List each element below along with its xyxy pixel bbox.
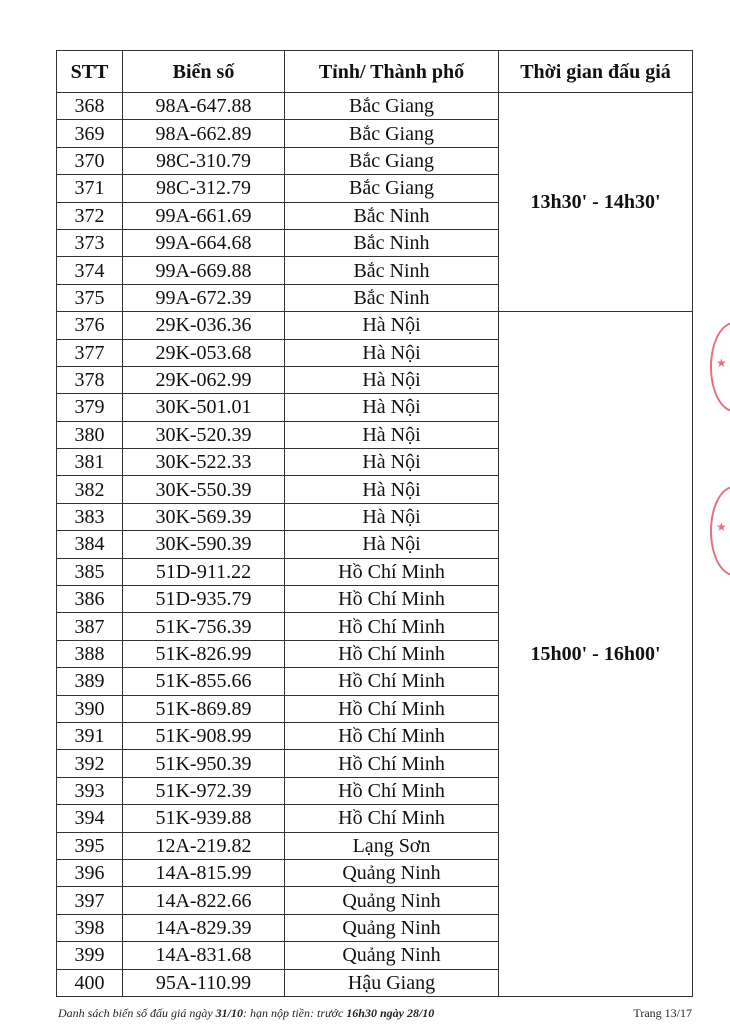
cell-province: Hồ Chí Minh xyxy=(285,558,499,585)
table-body xyxy=(57,93,693,997)
cell-stt: 380 xyxy=(57,421,123,448)
cell-province: Hồ Chí Minh xyxy=(285,695,499,722)
cell-plate: 30K-520.39 xyxy=(123,421,285,448)
cell-province: Hà Nội xyxy=(285,476,499,503)
cell-province: Bắc Giang xyxy=(285,175,499,202)
cell-province: Hồ Chí Minh xyxy=(285,805,499,832)
footer-middle: : hạn nộp tiền: trước xyxy=(243,1006,347,1020)
cell-province: Quảng Ninh xyxy=(285,887,499,914)
cell-province: Hà Nội xyxy=(285,312,499,339)
table-row xyxy=(57,93,693,120)
cell-plate: 51K-939.88 xyxy=(123,805,285,832)
cell-province: Hà Nội xyxy=(285,531,499,558)
cell-plate: 99A-669.88 xyxy=(123,257,285,284)
cell-stt: 377 xyxy=(57,339,123,366)
cell-plate: 14A-822.66 xyxy=(123,887,285,914)
cell-stt: 371 xyxy=(57,175,123,202)
header-stt: STT xyxy=(57,51,123,93)
cell-stt: 379 xyxy=(57,394,123,421)
cell-stt: 394 xyxy=(57,805,123,832)
cell-province: Quảng Ninh xyxy=(285,914,499,941)
cell-plate: 98A-647.88 xyxy=(123,93,285,120)
cell-plate: 12A-219.82 xyxy=(123,832,285,859)
cell-province: Hồ Chí Minh xyxy=(285,668,499,695)
table-header-row xyxy=(57,51,693,93)
cell-stt: 388 xyxy=(57,640,123,667)
cell-plate: 29K-062.99 xyxy=(123,366,285,393)
cell-stt: 382 xyxy=(57,476,123,503)
cell-stt: 378 xyxy=(57,366,123,393)
cell-plate: 98C-312.79 xyxy=(123,175,285,202)
cell-province: Bắc Ninh xyxy=(285,202,499,229)
cell-plate: 99A-661.69 xyxy=(123,202,285,229)
cell-auction-time: 13h30' - 14h30' xyxy=(499,93,693,312)
cell-province: Hồ Chí Minh xyxy=(285,640,499,667)
cell-province: Hậu Giang xyxy=(285,969,499,996)
cell-plate: 30K-550.39 xyxy=(123,476,285,503)
cell-plate: 51K-950.39 xyxy=(123,750,285,777)
cell-plate: 95A-110.99 xyxy=(123,969,285,996)
cell-plate: 29K-053.68 xyxy=(123,339,285,366)
cell-stt: 398 xyxy=(57,914,123,941)
cell-province: Hà Nội xyxy=(285,394,499,421)
cell-stt: 389 xyxy=(57,668,123,695)
cell-stt: 369 xyxy=(57,120,123,147)
seal-star-icon: ★ xyxy=(716,356,727,370)
cell-stt: 387 xyxy=(57,613,123,640)
cell-stt: 376 xyxy=(57,312,123,339)
cell-province: Bắc Giang xyxy=(285,120,499,147)
seal-star-icon: ★ xyxy=(716,520,727,534)
header-province: Tỉnh/ Thành phố xyxy=(285,51,499,93)
cell-stt: 391 xyxy=(57,722,123,749)
cell-plate: 14A-831.68 xyxy=(123,942,285,969)
cell-plate: 30K-590.39 xyxy=(123,531,285,558)
cell-province: Hà Nội xyxy=(285,503,499,530)
cell-province: Lạng Sơn xyxy=(285,832,499,859)
cell-province: Hà Nội xyxy=(285,366,499,393)
cell-plate: 51K-855.66 xyxy=(123,668,285,695)
cell-plate: 51D-911.22 xyxy=(123,558,285,585)
header-auction-time: Thời gian đấu giá xyxy=(499,51,693,93)
cell-province: Hồ Chí Minh xyxy=(285,722,499,749)
cell-plate: 51K-869.89 xyxy=(123,695,285,722)
red-seal-top xyxy=(710,322,730,412)
cell-stt: 393 xyxy=(57,777,123,804)
cell-province: Bắc Ninh xyxy=(285,284,499,311)
cell-province: Bắc Ninh xyxy=(285,257,499,284)
cell-stt: 385 xyxy=(57,558,123,585)
cell-stt: 370 xyxy=(57,147,123,174)
cell-plate: 30K-569.39 xyxy=(123,503,285,530)
cell-province: Bắc Giang xyxy=(285,147,499,174)
cell-stt: 395 xyxy=(57,832,123,859)
cell-province: Hồ Chí Minh xyxy=(285,586,499,613)
cell-province: Bắc Giang xyxy=(285,93,499,120)
cell-stt: 381 xyxy=(57,449,123,476)
cell-stt: 372 xyxy=(57,202,123,229)
cell-stt: 374 xyxy=(57,257,123,284)
red-seal-bottom xyxy=(710,486,730,576)
cell-stt: 390 xyxy=(57,695,123,722)
cell-stt: 368 xyxy=(57,93,123,120)
cell-stt: 399 xyxy=(57,942,123,969)
cell-stt: 373 xyxy=(57,229,123,256)
cell-stt: 396 xyxy=(57,859,123,886)
cell-province: Bắc Ninh xyxy=(285,229,499,256)
cell-stt: 383 xyxy=(57,503,123,530)
cell-plate: 99A-664.68 xyxy=(123,229,285,256)
cell-stt: 375 xyxy=(57,284,123,311)
cell-plate: 51K-756.39 xyxy=(123,613,285,640)
cell-auction-time: 15h00' - 16h00' xyxy=(499,312,693,997)
cell-province: Hồ Chí Minh xyxy=(285,613,499,640)
plates-table xyxy=(56,50,693,997)
table-row xyxy=(57,312,693,339)
cell-province: Quảng Ninh xyxy=(285,859,499,886)
footer-prefix: Danh sách biển số đấu giá ngày xyxy=(58,1006,216,1020)
cell-stt: 400 xyxy=(57,969,123,996)
footer-date: 31/10 xyxy=(215,1006,243,1020)
cell-plate: 14A-829.39 xyxy=(123,914,285,941)
cell-province: Hồ Chí Minh xyxy=(285,750,499,777)
cell-plate: 99A-672.39 xyxy=(123,284,285,311)
cell-stt: 386 xyxy=(57,586,123,613)
footer-deadline: 16h30 ngày 28/10 xyxy=(346,1006,435,1020)
page-footer xyxy=(58,1006,692,1021)
cell-plate: 30K-522.33 xyxy=(123,449,285,476)
cell-plate: 51K-972.39 xyxy=(123,777,285,804)
cell-stt: 397 xyxy=(57,887,123,914)
cell-province: Hà Nội xyxy=(285,449,499,476)
page-number: Trang 13/17 xyxy=(633,1006,692,1020)
cell-province: Hà Nội xyxy=(285,339,499,366)
cell-plate: 98A-662.89 xyxy=(123,120,285,147)
cell-plate: 51K-908.99 xyxy=(123,722,285,749)
cell-plate: 29K-036.36 xyxy=(123,312,285,339)
cell-plate: 51K-826.99 xyxy=(123,640,285,667)
cell-province: Hà Nội xyxy=(285,421,499,448)
cell-stt: 384 xyxy=(57,531,123,558)
cell-plate: 98C-310.79 xyxy=(123,147,285,174)
cell-province: Hồ Chí Minh xyxy=(285,777,499,804)
cell-plate: 14A-815.99 xyxy=(123,859,285,886)
cell-province: Quảng Ninh xyxy=(285,942,499,969)
cell-stt: 392 xyxy=(57,750,123,777)
cell-plate: 51D-935.79 xyxy=(123,586,285,613)
header-plate: Biển số xyxy=(123,51,285,93)
cell-plate: 30K-501.01 xyxy=(123,394,285,421)
